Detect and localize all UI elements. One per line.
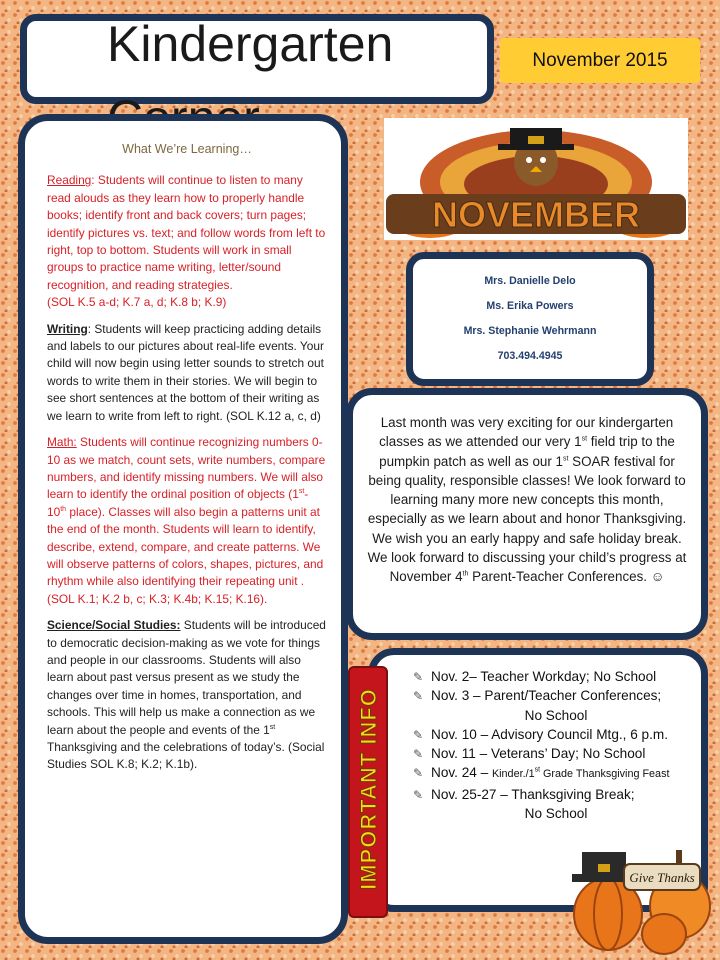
math-sup-2: th: [60, 505, 67, 513]
message-panel: [346, 388, 708, 640]
pencil-icon: ✎: [413, 727, 424, 742]
give-thanks-text: Give Thanks: [629, 870, 695, 885]
pencil-icon: ✎: [413, 670, 424, 684]
message-sup: st: [581, 435, 588, 443]
science-sup: st: [269, 723, 276, 731]
turkey-banner-icon: [384, 118, 688, 240]
date-badge: November 2015: [500, 38, 700, 83]
message-text: Parent-Teacher Conferences. ☺: [468, 569, 665, 585]
science-section: [47, 617, 327, 774]
event-text: Nov. 3 – Parent/Teacher Conferences;: [431, 688, 662, 704]
event-item: [413, 686, 691, 705]
teacher-name: Mrs. Stephanie Wehrmann: [463, 325, 597, 337]
phone-number: 703.494.4945: [497, 350, 563, 362]
november-banner-text: NOVEMBER: [431, 194, 641, 235]
learning-heading: What We’re Learning…: [122, 142, 252, 156]
teacher-name: Mrs. Danielle Delo: [484, 275, 576, 287]
event-text: Nov. 24 –: [431, 765, 492, 781]
important-info-label: IMPORTANT INFO: [356, 688, 381, 890]
event-text: Nov. 2– Teacher Workday; No School: [431, 669, 657, 684]
event-text: Nov. 10 – Advisory Council Mtg., 6 p.m.: [431, 726, 668, 742]
event-item: [413, 667, 691, 686]
science-text-1: Students will be introduced to democratic decision-making as we vote for things and people in our classrooms. Students will also learn about past versus present as we study the changes over time in homes, transportation, and schools. This will help us make a connection as we learn about the people and events of the 1: [47, 618, 326, 737]
give-thanks-pumpkins-icon: [568, 834, 718, 958]
message-text: Last month was very exciting for our kindergarten classes as we attended our very 1: [379, 415, 674, 450]
important-info-tab: [348, 666, 388, 918]
math-text-3: place). Classes will also begin a patterns unit at the end of the month. Students will learn to identify, describe, extend, compare, and create patterns. We will observe patterns of colors, shapes, pictures, and rhythm while also identifying their repeating unit . (SOL K.1; K.2 b, c; K.3; K.4b; K.15; K.16).: [47, 504, 324, 606]
reading-sol: (SOL K.5 a-d; K.7 a, d; K.8 b; K.9): [47, 295, 227, 310]
event-text: Nov. 25-27 – Thanksgiving Break;: [431, 786, 635, 802]
event-item: [413, 785, 691, 804]
math-section: [47, 434, 327, 608]
message-text: field trip to the pumpkin patch as well as our 1: [379, 434, 675, 469]
pencil-icon: ✎: [413, 747, 424, 762]
message-sup: st: [562, 455, 569, 463]
pencil-icon: ✎: [413, 787, 424, 802]
math-text-1: Students will continue recognizing numbers 0-10 as we match, count sets, write numbers, compare numbers, and identify missing numbers. We will also learn to identify the ordinal position of objects (1: [47, 435, 326, 502]
reading-text: : Students will continue to listen to many read alouds as they learn how to properly handle books; identify front and back covers; turn pages; identify pictures vs. text; and follow words from left to right, top to bottom. Students will work in small groups to practice name writing, letter/sound recognition, and reading strategies.: [47, 173, 326, 292]
pencil-icon: ✎: [413, 766, 424, 781]
writing-text: : Students will keep practicing adding details and labels to our pictures about real-life events. Your child will now begin using letter sounds to stretch out words to write them in their stories. We will begin to see short sentences at the bottom of their writing as we learn to write from left to right. (SOL K.12 a, c, d): [47, 321, 324, 423]
science-text-2: Thanksgiving and the celebrations of today’s. (Social Studies SOL K.8; K.2; K.1b).: [47, 740, 325, 772]
reading-label: Reading: [47, 173, 92, 188]
message-sup: th: [462, 570, 469, 578]
math-sup-1: st: [298, 488, 305, 496]
event-text: Nov. 11 – Veterans’ Day; No School: [431, 746, 646, 762]
reading-section: [47, 172, 327, 311]
event-item: [413, 725, 691, 744]
event-item: [413, 744, 691, 763]
math-label: Math:: [47, 435, 77, 450]
writing-label: Writing: [47, 321, 88, 336]
math-text-2: -10: [47, 487, 309, 519]
message-text: SOAR festival for being quality, responsible classes! We look forward to learning many more new concepts this month, especially as we learn about and honor Thanksgiving. We wish you an early happy and safe holiday break. We look forward to discussing your child’s progress at November 4: [367, 453, 687, 585]
event-text-small: Kinder./1: [491, 768, 535, 781]
teachers-panel: [406, 252, 654, 386]
pencil-icon: ✎: [413, 689, 424, 704]
event-text-small: Grade Thanksgiving Feast: [540, 768, 670, 781]
newsletter-title: Kindergarten: [107, 16, 394, 72]
teacher-name: Ms. Erika Powers: [486, 300, 574, 312]
event-sup: st: [534, 766, 541, 774]
title-box: [20, 14, 494, 104]
event-continuation: No School: [524, 806, 588, 822]
event-item: [413, 763, 691, 784]
november-turkey-illustration: [384, 118, 688, 240]
science-label: Science/Social Studies:: [47, 618, 181, 633]
event-continuation: No School: [524, 707, 588, 723]
learning-panel: [18, 114, 348, 944]
writing-section: [47, 321, 327, 425]
